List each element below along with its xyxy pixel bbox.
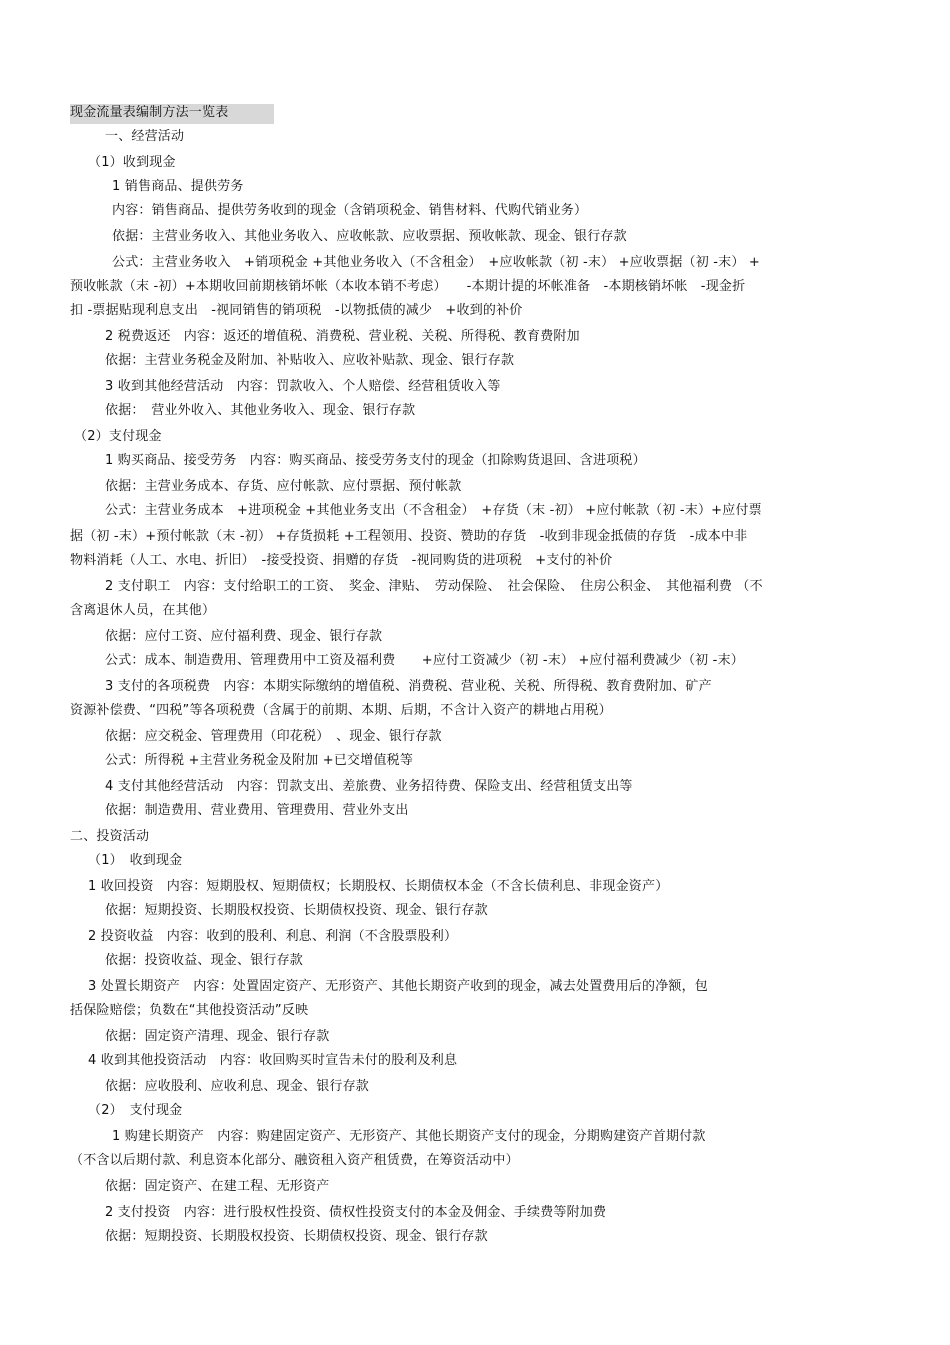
text-line: （不含以后期付款、利息资本化部分、融资租入资产租赁费，在筹资活动中） — [70, 1153, 519, 1168]
text-line: 括保险赔偿；负数在“其他投资活动”反映 — [70, 1003, 309, 1018]
text-line: 依据：应收股利、应收利息、现金、银行存款 — [105, 1079, 370, 1094]
text-line: 依据：固定资产、在建工程、无形资产 — [105, 1179, 330, 1194]
text-line: 依据：固定资产清理、现金、银行存款 — [105, 1029, 330, 1044]
text-line: 依据：主营业务税金及附加、补贴收入、应收补贴款、现金、银行存款 — [105, 353, 515, 368]
text-line: 依据：主营业务收入、其他业务收入、应收帐款、应收票据、预收帐款、现金、银行存款 — [112, 229, 627, 244]
text-line: 依据：短期投资、长期股权投资、长期债权投资、现金、银行存款 — [105, 903, 488, 918]
text-line: 含离退休人员，在其他） — [70, 603, 216, 618]
text-line: 1 购建长期资产 内容：购建固定资产、无形资产、其他长期资产支付的现金，分期购建资产首期付款 — [112, 1129, 706, 1144]
text-line: 4 收到其他投资活动 内容：收回购买时宣告未付的股利及利息 — [88, 1053, 458, 1068]
text-line: 资源补偿费、“四税”等各项税费（含属于的前期、本期、后期，不含计入资产的耕地占用税） — [70, 703, 612, 718]
text-line: 1 收回投资 内容：短期股权、短期债权；长期股权、长期债权本金（不含长债利息、非现金资产） — [88, 879, 669, 894]
text-line: （2）支付现金 — [74, 429, 162, 444]
text-line: 预收帐款（末 -初）+本期收回前期核销坏帐（本收本销不考虑） -本期计提的坏帐准备 -本期核销坏帐 -现金折 — [70, 279, 746, 294]
text-line: 2 投资收益 内容：收到的股利、利息、利润（不含股票股利） — [88, 929, 458, 944]
text-line: 依据： 营业外收入、其他业务收入、现金、银行存款 — [105, 403, 416, 418]
text-line: 据（初 -末）+预付帐款（末 -初） +存货损耗 +工程领用、投资、赞助的存货 -收到非现金抵债的存货 -成本中非 — [70, 529, 748, 544]
text-line: 1 购买商品、接受劳务 内容：购买商品、接受劳务支付的现金（扣除购货退回、含进项税） — [105, 453, 646, 468]
text-line: 3 收到其他经营活动 内容：罚款收入、个人赔偿、经营租赁收入等 — [105, 379, 501, 394]
text-line: 公式：主营业务收入 +销项税金 +其他业务收入（不含租金） +应收帐款（初 -末） +应收票据（初 -末） + — [112, 255, 761, 270]
text-line: 内容：销售商品、提供劳务收到的现金（含销项税金、销售材料、代购代销业务） — [112, 203, 588, 218]
text-line: 2 税费返还 内容：返还的增值税、消费税、营业税、关税、所得税、教育费附加 — [105, 329, 580, 344]
text-line: 物料消耗（人工、水电、折旧） -接受投资、捐赠的存货 -视同购货的进项税 +支付的补价 — [70, 553, 613, 568]
text-line: 4 支付其他经营活动 内容：罚款支出、差旅费、业务招待费、保险支出、经营租赁支出等 — [105, 779, 633, 794]
text-line: （1）收到现金 — [88, 155, 176, 170]
text-line: 依据：制造费用、营业费用、管理费用、营业外支出 — [105, 803, 409, 818]
text-line: 依据：主营业务成本、存货、应付帐款、应付票据、预付帐款 — [105, 479, 462, 494]
text-line: 2 支付投资 内容：进行股权性投资、债权性投资支付的本金及佣金、手续费等附加费 — [105, 1205, 607, 1220]
text-line: 2 支付职工 内容：支付给职工的工资、 奖金、津贴、 劳动保险、 社会保险、 住房公积金、 其他福利费 （不 — [105, 579, 763, 594]
text-line: （2） 支付现金 — [88, 1103, 183, 1118]
text-line: 依据：应付工资、应付福利费、现金、银行存款 — [105, 629, 383, 644]
text-line: 1 销售商品、提供劳务 — [112, 179, 244, 194]
text-line: 依据：应交税金、管理费用（印花税） 、现金、银行存款 — [105, 729, 442, 744]
text-line: （1） 收到现金 — [88, 853, 183, 868]
text-line: 公式：所得税 +主营业务税金及附加 +已交增值税等 — [105, 753, 414, 768]
text-line: 一、经营活动 — [105, 129, 185, 144]
text-line: 公式：主营业务成本 +进项税金 +其他业务支出（不含租金） +存货（末 -初） +应付帐款（初 -末）+应付票 — [105, 503, 762, 518]
text-line: 二、投资活动 — [70, 829, 150, 844]
text-line: 3 支付的各项税费 内容：本期实际缴纳的增值税、消费税、营业税、关税、所得税、教育费附加、矿产 — [105, 679, 712, 694]
text-line: 扣 -票据贴现利息支出 -视同销售的销项税 -以物抵债的减少 +收到的补价 — [70, 303, 523, 318]
document-title: 现金流量表编制方法一览表 — [70, 105, 229, 120]
text-line: 3 处置长期资产 内容：处置固定资产、无形资产、其他长期资产收到的现金，减去处置费用后的净额，包 — [88, 979, 709, 994]
text-line: 依据：投资收益、现金、银行存款 — [105, 953, 304, 968]
text-line: 依据：短期投资、长期股权投资、长期债权投资、现金、银行存款 — [105, 1229, 488, 1244]
text-line: 公式：成本、制造费用、管理费用中工资及福利费 +应付工资减少（初 -末） +应付福利费减少（初 -末） — [105, 653, 744, 668]
